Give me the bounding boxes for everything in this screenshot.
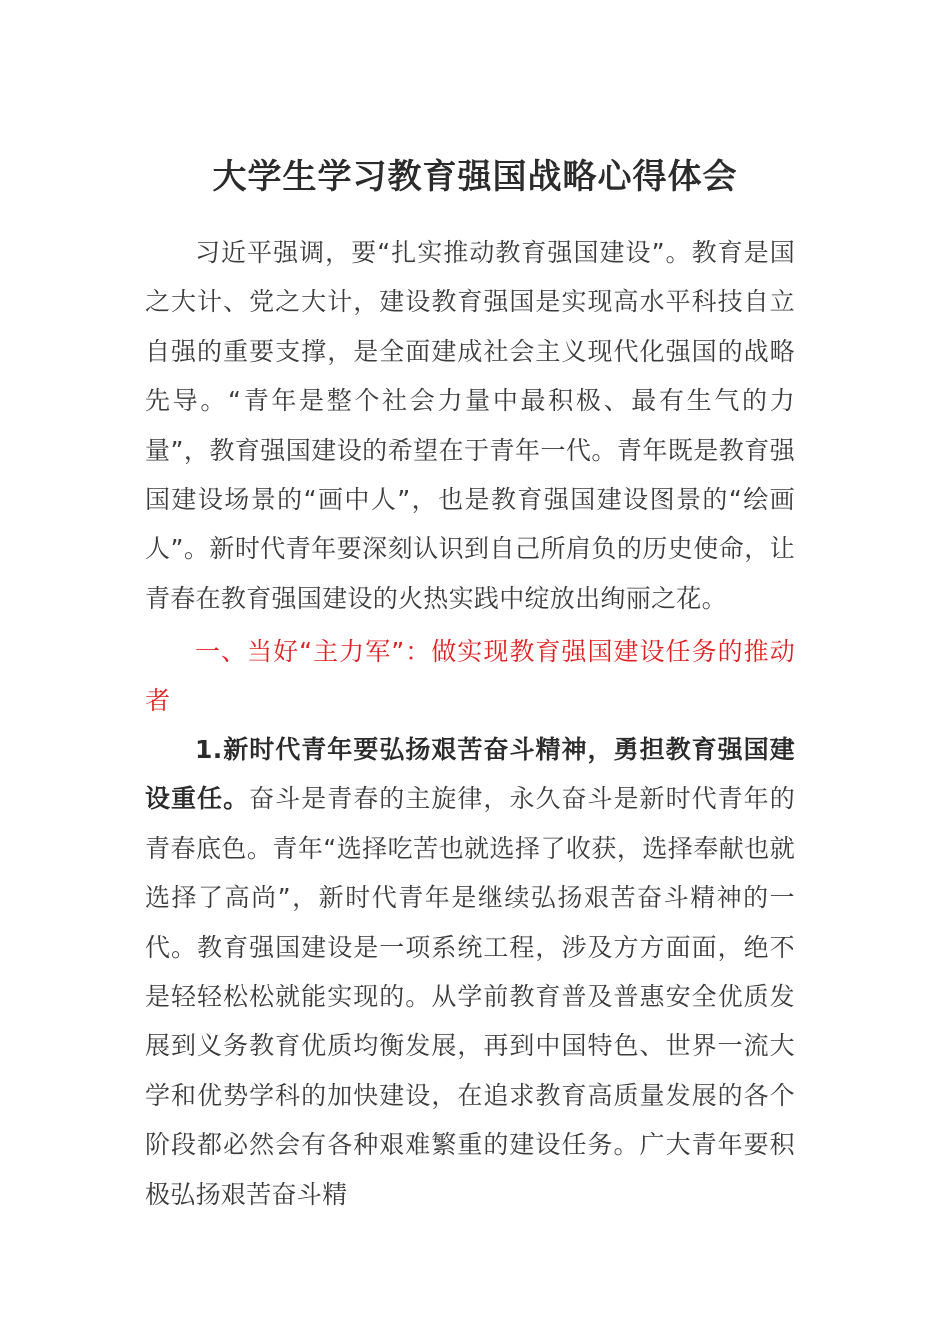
section-heading-1: 一、当好“主力军”：做实现教育强国建设任务的推动者 — [145, 637, 795, 716]
paragraph-1-1 — [145, 725, 795, 1219]
intro-paragraph: 习近平强调，要“扎实推动教育强国建设”。教育是国之大计、党之大计，建设教育强国是实现高水平科技自立自强的重要支撑，是全面建成社会主义现代化强国的战略先导。“青年是整个社会力量中最积极、最有生气的力量”，教育强国建设的希望在于青年一代。青年既是教育强国建设场景的“画中人”，也是教育强国建设图景的“绘画人”。新时代青年要深刻认识到自己所肩负的历史使命，让青春在教育强国建设的火热实践中绽放出绚丽之花。 — [145, 238, 795, 613]
paragraph-lead-bold: 1.新时代青年要弘扬艰苦奋斗精神，勇担教育强国建设重任。 — [145, 735, 795, 814]
paragraph-body: 奋斗是青春的主旋律，永久奋斗是新时代青年的青春底色。青年“选择吃苦也就选择了收获，选择奉献也就选择了高尚”，新时代青年是继续弘扬艰苦奋斗精神的一代。教育强国建设是一项系统工程，涉及方方面面，绝不是轻轻松松就能实现的。从学前教育普及普惠安全优质发展到义务教育优质均衡发展，再到中国特色、世界一流大学和优势学科的加快建设，在追求教育高质量发展的各个阶段都必然会有各种艰难繁重的建设任务。广大青年要积极弘扬艰苦奋斗精 — [145, 784, 795, 1209]
document-title: 大学生学习教育强国战略心得体会 — [212, 157, 738, 197]
